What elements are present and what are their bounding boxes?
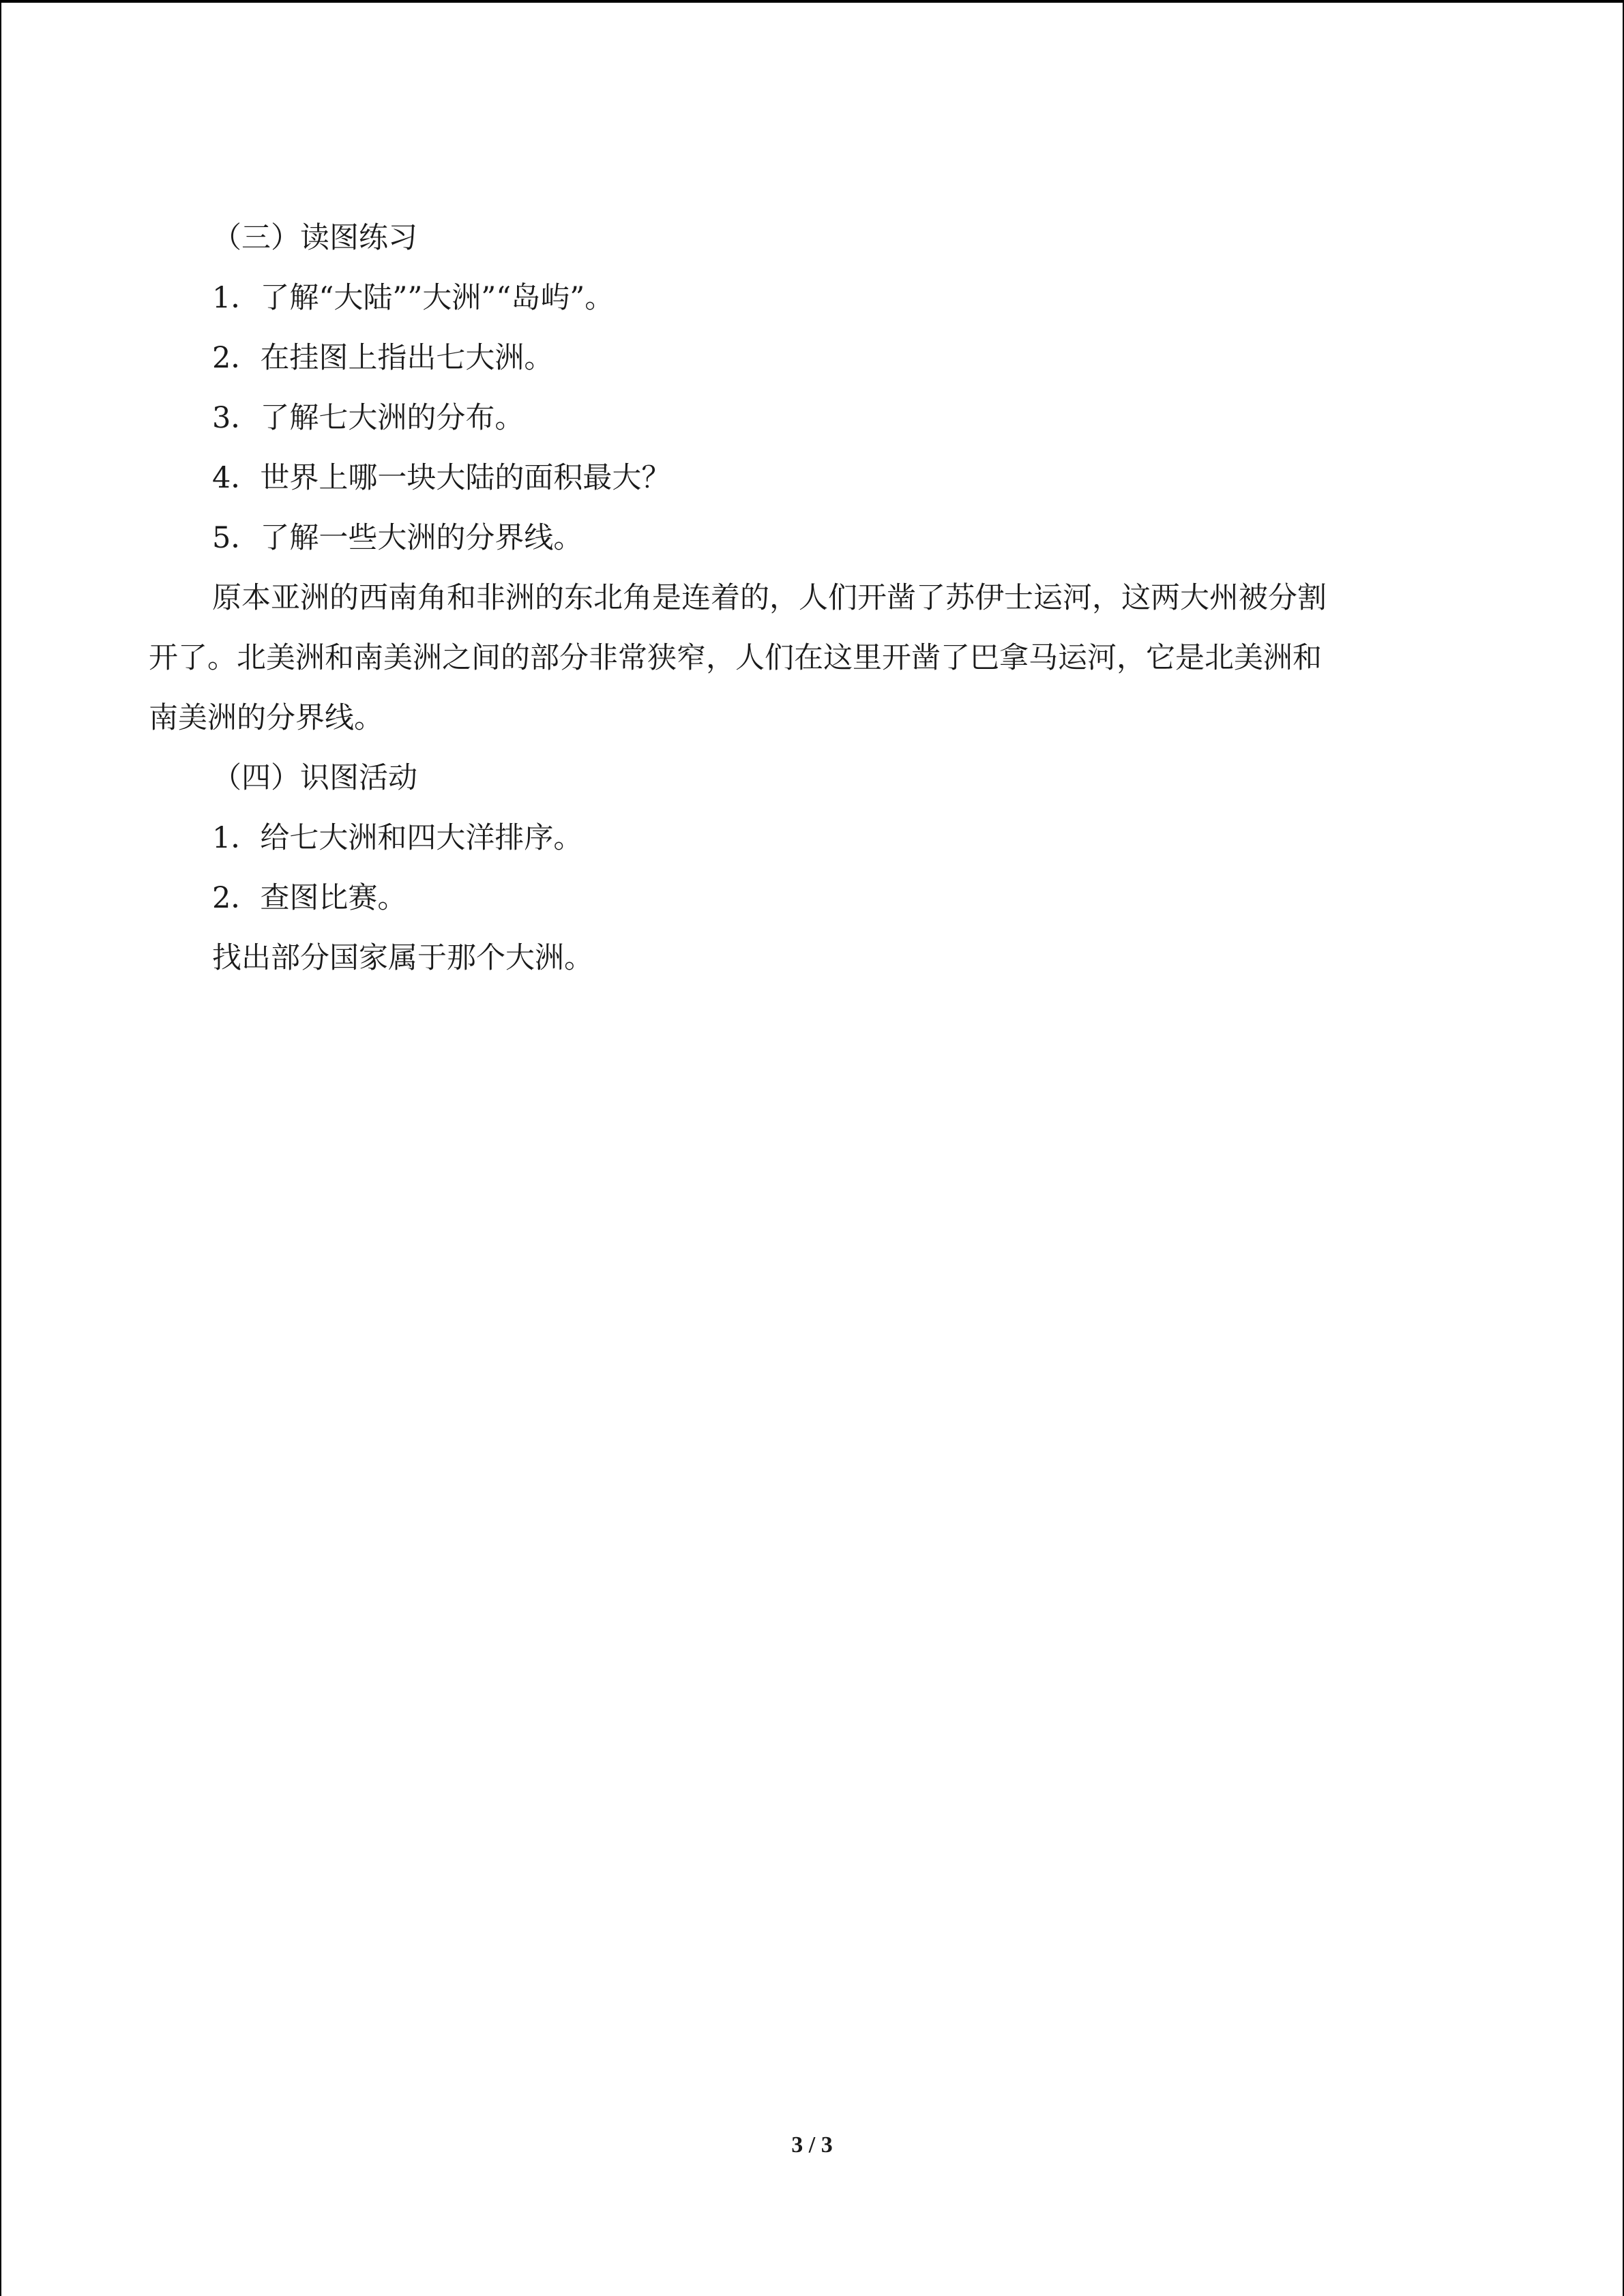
paragraph-line: 原本亚洲的西南角和非洲的东北角是连着的，人们开凿了苏伊士运河，这两大州被分割: [212, 581, 1327, 615]
page-number: 3 / 3: [791, 2132, 833, 2158]
section-heading-4: （四）识图活动: [212, 761, 417, 795]
closing-text: 找出部分国家属于那个大洲。: [212, 941, 593, 975]
list-item: 2．在挂图上指出七大洲。: [212, 341, 554, 375]
list-item: 2．查图比赛。: [212, 881, 407, 915]
document-body: [149, 208, 1458, 988]
list-item: 4．世界上哪一块大陆的面积最大？: [212, 461, 671, 495]
paragraph-line: 开了。北美洲和南美洲之间的部分非常狭窄，人们在这里开凿了巴拿马运河，它是北美洲和: [149, 641, 1322, 675]
list-item: 5．了解一些大洲的分界线。: [212, 521, 583, 555]
list-item: 3．了解七大洲的分布。: [212, 401, 525, 435]
paragraph-line: 南美洲的分界线。: [149, 701, 383, 735]
list-item: 1．了解“大陆””大洲”“岛屿”。: [212, 281, 615, 315]
list-item: 1．给七大洲和四大洋排序。: [212, 821, 583, 855]
section-heading-3: （三）读图练习: [212, 221, 417, 255]
